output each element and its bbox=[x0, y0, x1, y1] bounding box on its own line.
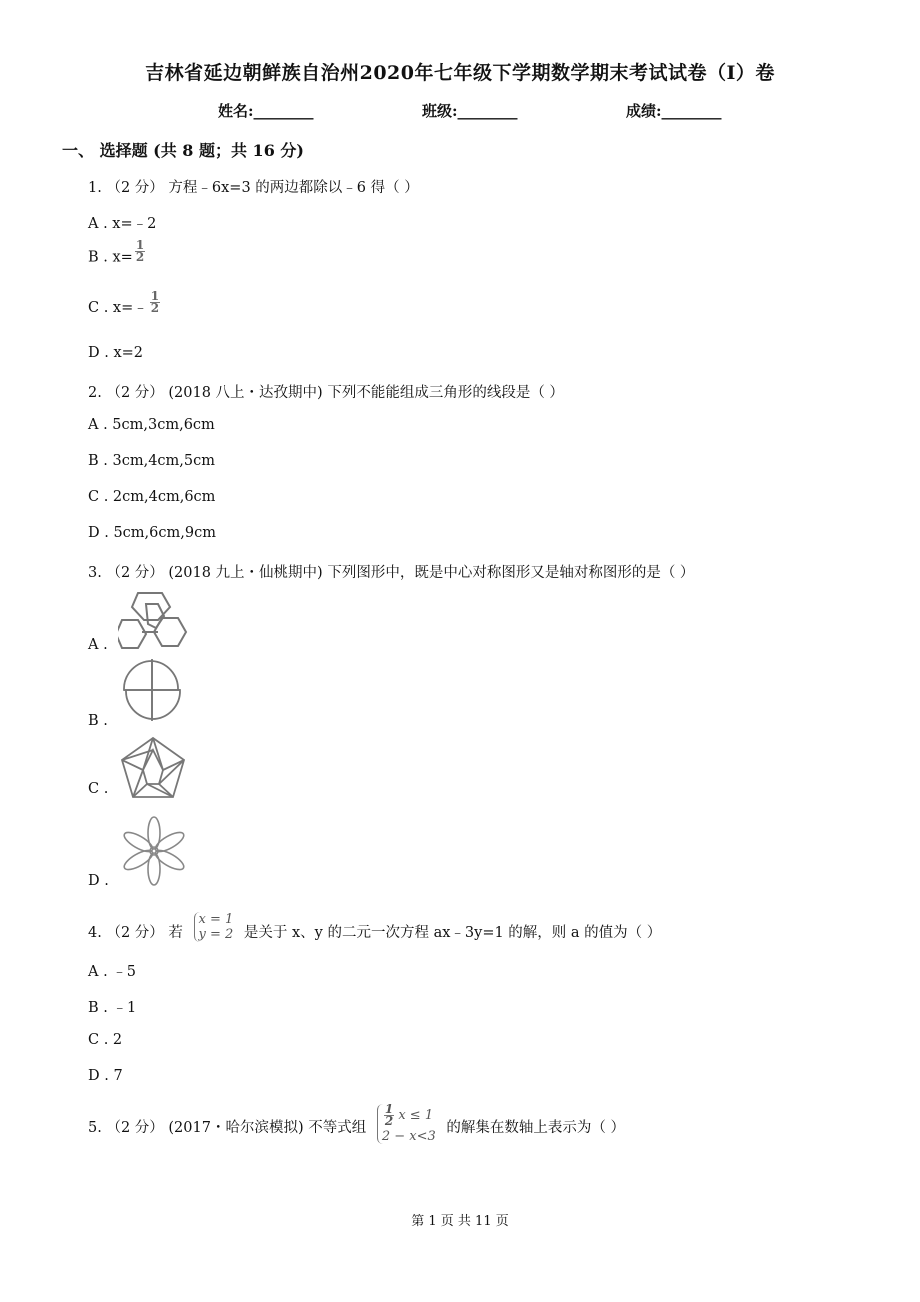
q2-option-d: D . 5cm,6cm,9cm bbox=[88, 525, 216, 541]
section-heading: 一、 选择题 (共 8 题；共 16 分) bbox=[62, 141, 304, 160]
q2-option-c: C . 2cm,4cm,6cm bbox=[88, 489, 216, 505]
q1-option-b-label: B . x= bbox=[88, 249, 133, 266]
fraction-half bbox=[135, 240, 145, 263]
q2-option-b: B . 3cm,4cm,5cm bbox=[88, 453, 215, 469]
question-5 bbox=[88, 1102, 625, 1148]
inequality-system bbox=[377, 1104, 436, 1144]
system-line-2: y = 2 bbox=[198, 927, 234, 942]
question-5-prefix: 5. （2 分） (2017・哈尔滨模拟) 不等式组 bbox=[88, 1120, 367, 1136]
six-petal-flower-figure bbox=[118, 815, 190, 887]
q4-option-a: A . ﹣5 bbox=[88, 964, 137, 980]
score-field: 成绩:________ bbox=[626, 102, 722, 120]
question-5-suffix: 的解集在数轴上表示为（ ） bbox=[446, 1120, 625, 1136]
q1-option-a: A . x=﹣2 bbox=[88, 216, 157, 232]
q4-option-c: C . 2 bbox=[88, 1032, 123, 1048]
question-1: 1. （2 分） 方程﹣6x=3 的两边都除以﹣6 得（ ） bbox=[88, 180, 419, 196]
name-field: 姓名:________ bbox=[218, 102, 314, 120]
frac-numerator: 1 bbox=[135, 238, 145, 252]
question-4-suffix: 是关于 x、y 的二元一次方程 ax﹣3y=1 的解，则 a 的值为（ ） bbox=[243, 925, 662, 941]
q2-option-a: A . 5cm,3cm,6cm bbox=[88, 417, 215, 433]
frac-denominator: 2 bbox=[150, 300, 160, 315]
inequality-line-1 bbox=[382, 1104, 436, 1127]
q1-option-c-label: C . x=﹣ bbox=[88, 300, 148, 316]
q1-option-c bbox=[88, 288, 160, 320]
frac-denominator: 2 bbox=[384, 1114, 394, 1128]
q3-option-c: C . bbox=[88, 781, 109, 797]
interlocked-hexagons-figure bbox=[118, 590, 190, 652]
q3-option-b: B . bbox=[88, 713, 108, 729]
page-footer: 第 1 页 共 11 页 bbox=[411, 1214, 509, 1229]
fraction-half bbox=[384, 1104, 394, 1127]
q3-option-a: A . bbox=[88, 637, 108, 653]
page-title: 吉林省延边朝鲜族自治州2020年七年级下学期数学期末考试试卷（I）卷 bbox=[145, 62, 775, 84]
frac-numerator: 1 bbox=[150, 288, 160, 303]
inequality-line-2: 2 − x<3 bbox=[381, 1129, 436, 1144]
question-3: 3. （2 分） (2018 九上・仙桃期中) 下列图形中，既是中心对称图形又是轴对称图形的是（ ） bbox=[88, 565, 695, 581]
q4-option-b: B . ﹣1 bbox=[88, 1000, 137, 1016]
question-4 bbox=[88, 912, 662, 948]
question-4-prefix: 4. （2 分） 若 bbox=[88, 925, 183, 941]
inequality-1-rest: x ≤ 1 bbox=[398, 1108, 434, 1123]
windmill-figure bbox=[120, 657, 184, 723]
q1-option-d: D . x=2 bbox=[88, 345, 144, 361]
frac-numerator: 1 bbox=[384, 1102, 394, 1116]
frac-denominator: 2 bbox=[135, 250, 145, 264]
class-field: 班级:________ bbox=[422, 102, 518, 120]
fraction-half bbox=[150, 288, 160, 315]
q3-option-d: D . bbox=[88, 873, 109, 889]
q1-option-b bbox=[88, 238, 145, 269]
pentagon-star-figure bbox=[119, 736, 187, 800]
system-line-1: x = 1 bbox=[198, 912, 234, 927]
equation-system bbox=[194, 912, 234, 942]
question-2: 2. （2 分） (2018 八上・达孜期中) 下列不能能组成三角形的线段是（ ） bbox=[88, 385, 564, 401]
q4-option-d: D . 7 bbox=[88, 1068, 123, 1084]
